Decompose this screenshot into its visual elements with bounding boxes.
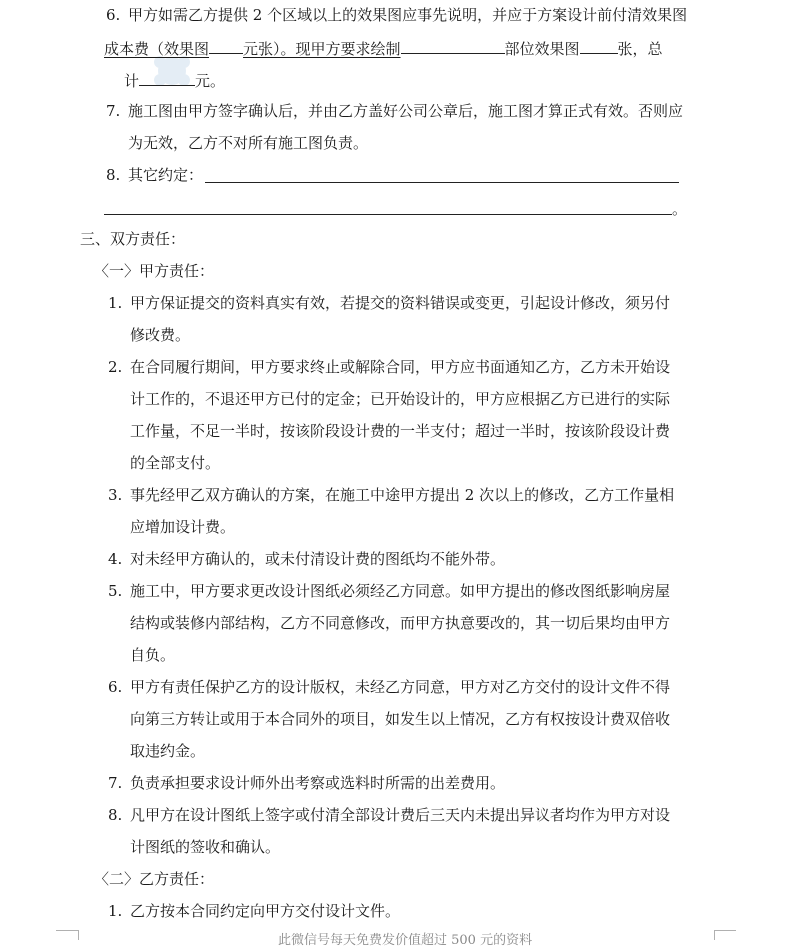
partyB-item1-line1: 乙方按本合同约定向甲方交付设计文件。 [130,902,401,920]
page-corner-mark [56,930,78,941]
partyA-item2-line3: 工作量，不足一半时，按该阶段设计费的一半支付；超过一半时，按该阶段设计费 [130,422,671,440]
item-number: 3. [108,486,123,504]
blank-field [104,214,672,215]
item-number: 6. [106,6,121,24]
partyA-item8-line2: 计图纸的签收和确认。 [130,838,281,856]
item-number: 7. [108,774,123,792]
item7-line1: 施工图由甲方签字确认后，并由乙方盖好公司公章后，施工图才算正式有效。否则应 [128,102,684,120]
yuan-label: 元。 [195,72,226,90]
cost-label: 成本费（效果图 [104,40,210,58]
partyA-item8-line1: 凡甲方在设计图纸上签字或付清全部设计费后三天内未提出异议者均作为甲方对设 [130,806,671,824]
partyA-item2-line1: 在合同履行期间，甲方要求终止或解除合同，甲方应书面通知乙方，乙方未开始设 [130,358,671,376]
page-corner-mark [714,930,736,941]
blank-field [205,182,679,183]
subsection-heading: 〈二〉乙方责任： [94,870,215,888]
item-number: 8. [106,166,121,184]
partyA-item2-line2: 计工作的，不退还甲方已付的定金；已开始设计的，甲方应根据乙方已进行的实际 [130,390,671,408]
count-label: 张，总 [617,40,663,58]
partyA-item4-line1: 对未经甲方确认的，或未付清设计费的图纸均不能外带。 [130,550,506,568]
blank-field [209,37,243,54]
partyA-item7-line1: 负责承担要求设计师外出考察或选料时所需的出差费用。 [130,774,506,792]
partyA-item5-line3: 自负。 [130,646,176,664]
total-label: 计 [124,72,140,90]
partyA-item6-line1: 甲方有责任保护乙方的设计版权，未经乙方同意，甲方对乙方交付的设计文件不得 [130,678,671,696]
item7-line2: 为无效，乙方不对所有施工图负责。 [128,134,369,152]
item6-line2 [104,37,663,57]
location-label: 部位效果图 [504,40,580,58]
page-corner-mark [78,930,79,940]
item-number: 2. [108,358,123,376]
section-heading: 三、双方责任： [80,230,186,248]
item-number: 4. [108,550,123,568]
item-number: 1. [108,902,123,920]
partyA-item6-line2: 向第三方转让或用于本合同外的项目，如发生以上情况，乙方有权按设计费双倍收 [130,710,671,728]
end-punct: 。 [672,200,688,218]
partyA-item5-line2: 结构或装修内部结构，乙方不同意修改，而甲方执意要改的，其一切后果均由甲方 [130,614,671,632]
partyA-item5-line1: 施工中，甲方要求更改设计图纸必须经乙方同意。如甲方提出的修改图纸影响房屋 [130,582,671,600]
partyA-item1-line2: 修改费。 [130,326,191,344]
item-number: 7. [106,102,121,120]
subsection-heading: 〈一〉甲方责任： [94,262,215,280]
partyA-item1-line1: 甲方保证提交的资料真实有效，若提交的资料错误或变更，引起设计修改，须另付 [130,294,671,312]
item-number: 6. [108,678,123,696]
footer-text: 此微信号每天免费发价值超过 500 元的资料 [278,933,533,948]
partyA-item3-line2: 应增加设计费。 [130,518,236,536]
item6-line1: 甲方如需乙方提供 2 个区域以上的效果图应事先说明，并应于方案设计前付清效果图 [128,6,688,24]
item-number: 1. [108,294,123,312]
blank-field [401,37,505,54]
unit-label: 元张）。现甲方要求绘制 [243,40,401,58]
blank-field [580,37,618,54]
partyA-item3-line1: 事先经甲乙双方确认的方案，在施工中途甲方提出 2 次以上的修改，乙方工作量相 [130,486,675,504]
item-number: 8. [108,806,123,824]
item-number: 5. [108,582,123,600]
item6-line3 [124,69,225,89]
partyA-item2-line4: 的全部支付。 [130,454,221,472]
partyA-item6-line3: 取违约金。 [130,742,206,760]
blank-field [139,69,195,86]
other-terms-label: 其它约定： [128,166,204,184]
